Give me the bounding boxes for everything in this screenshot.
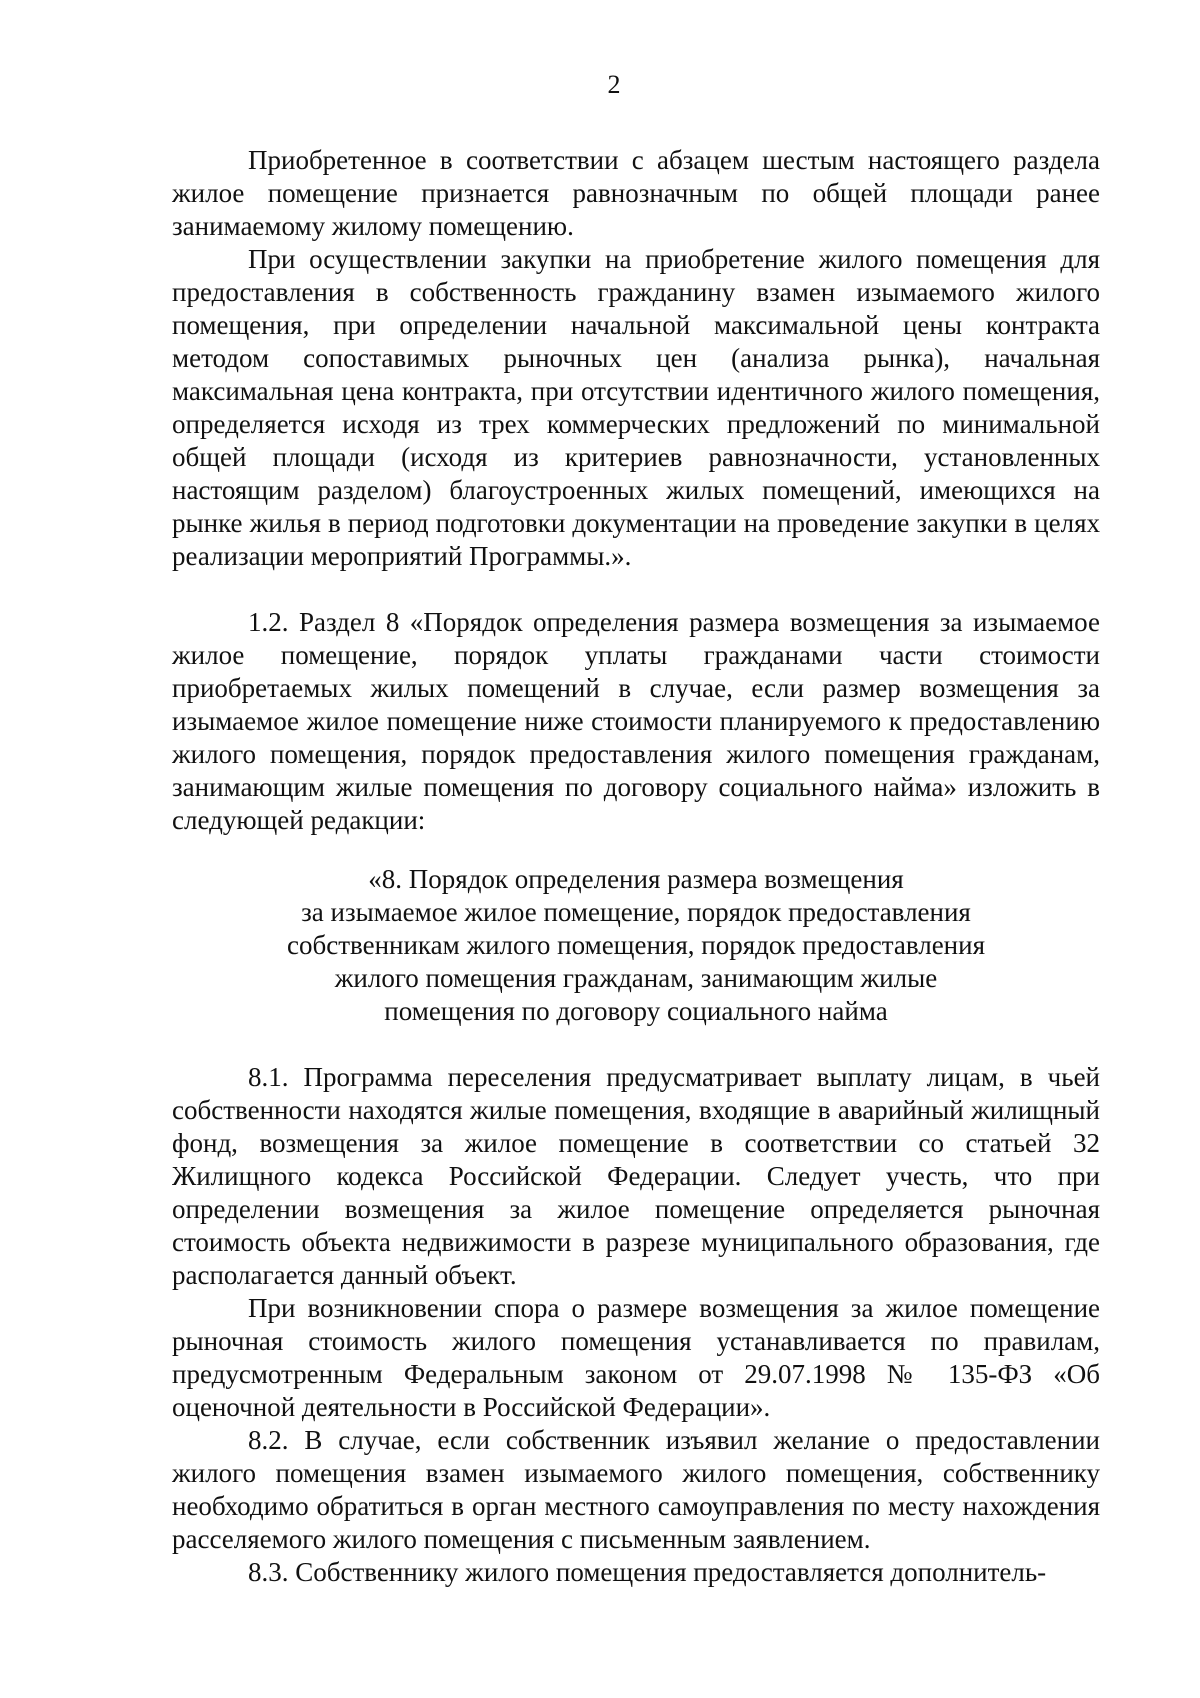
page-number: 2 xyxy=(607,70,621,99)
heading-line: помещения по договору социального найма xyxy=(384,996,888,1026)
heading-line: собственникам жилого помещения, порядок предоставления xyxy=(286,930,985,960)
heading-line: «8. Порядок определения размера возмещения xyxy=(368,864,904,894)
document-body xyxy=(172,144,1100,1589)
paragraph-dispute: При возникновении спора о размере возмещения за жилое помещение рыночная стоимость жилого помещения устанавливается по правилам, предусмотренным Федеральным законом от 29.07.1998 № 135-ФЗ «Об оценочной деятельности в Российской Федерации». xyxy=(172,1293,1100,1422)
paragraph-8-1: 8.1. Программа переселения предусматривает выплату лицам, в чьей собственности находятся жилые помещения, входящие в аварийный жилищный фонд, возмещения за жилое помещение в соответствии со статьей 32 Жилищного кодекса Российской Федерации. Следует учесть, что при определении возмещения за жилое помещение определяется рыночная стоимость объекта недвижимости в разрезе муниципального образования, где располагается данный объект. xyxy=(172,1062,1100,1290)
paragraph-8-3: 8.3. Собственнику жилого помещения предоставляется дополнитель- xyxy=(248,1557,1047,1587)
paragraph-procurement: При осуществлении закупки на приобретение жилого помещения для предоставления в собственность гражданину взамен изымаемого жилого помещения, при определении начальной максимальной цены контракта методом сопоставимых рыночных цен (анализа рынка), начальная максимальная цена контракта, при отсутствии идентичного жилого помещения, определяется исходя из трех коммерческих предложений по минимальной общей площади (исходя из критериев равнозначности, установленных настоящим разделом) благоустроенных жилых помещений, имеющихся на рынке жилья в период подготовки документации на проведение закупки в целях реализации мероприятий Программы.». xyxy=(172,244,1100,571)
paragraph-equivalence: Приобретенное в соответствии с абзацем шестым настоящего раздела жилое помещение признается равнозначным по общей площади ранее занимаемому жилому помещению. xyxy=(172,145,1100,241)
heading-line: за изымаемое жилое помещение, порядок предоставления xyxy=(301,897,971,927)
heading-line: жилого помещения гражданам, занимающим жилые xyxy=(334,963,938,993)
paragraph-8-2: 8.2. В случае, если собственник изъявил желание о предоставлении жилого помещения взамен изымаемого жилого помещения, собственнику необходимо обратиться в орган местного самоуправления по месту нахождения расселяемого жилого помещения с письменным заявлением. xyxy=(172,1425,1100,1554)
paragraph-section-1-2: 1.2. Раздел 8 «Порядок определения размера возмещения за изымаемое жилое помещение, порядок уплаты гражданами части стоимости приобретаемых жилых помещений в случае, если размер возмещения за изымаемое жилое помещение ниже стоимости планируемого к предоставлению жилого помещения, порядок предоставления жилого помещения гражданам, занимающим жилые помещения по договору социального найма» изложить в следующей редакции: xyxy=(172,607,1100,835)
section-8-heading xyxy=(172,863,1100,1028)
